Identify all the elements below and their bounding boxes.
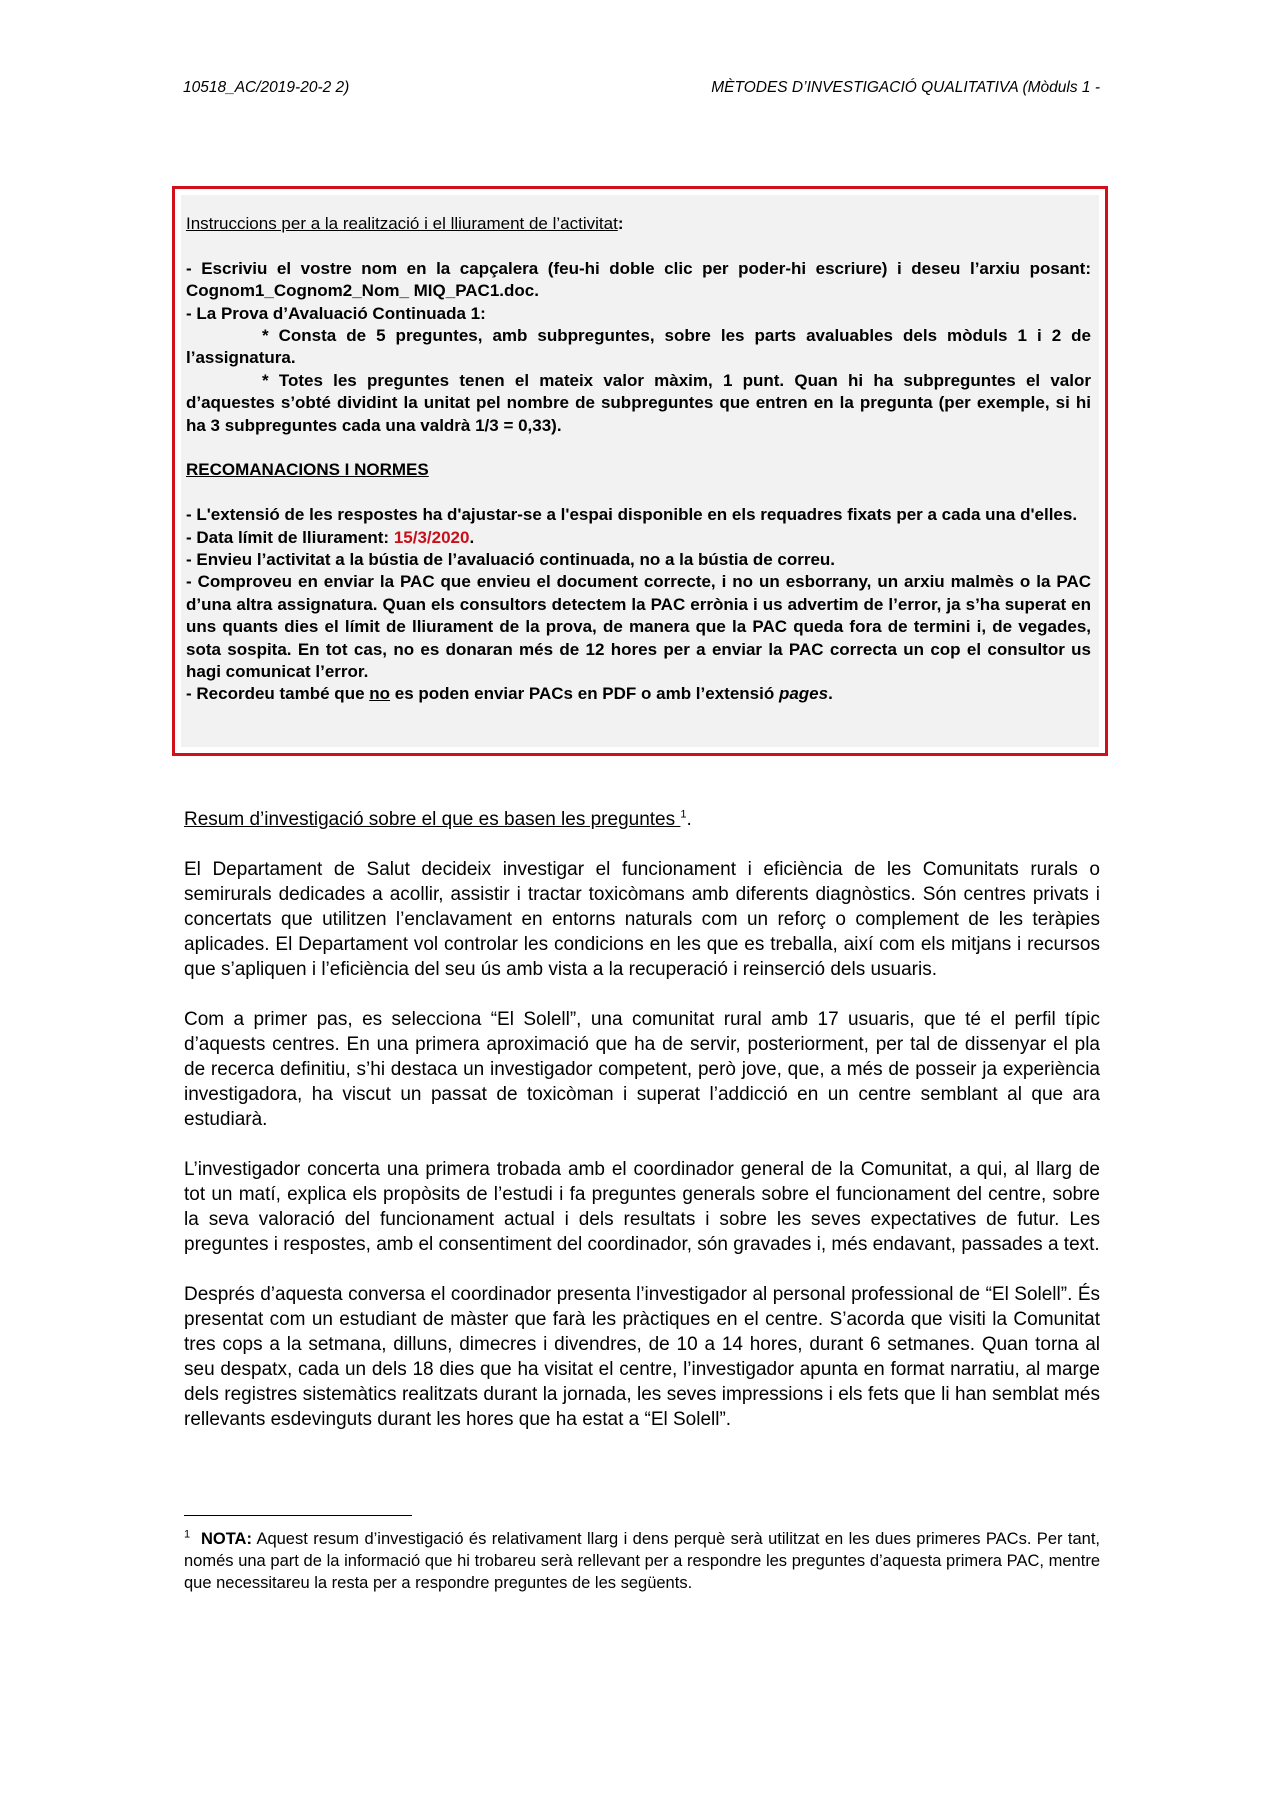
summary-paragraph-4: Després d’aquesta conversa el coordinador presenta l’investigador al personal professional de “El Solell”. És presentat com un estudiant de màster que farà les pràctiques en el centre. S’acorda que visiti la Comunitat tres cops a la setmana, dilluns, dimecres i divendres, de 10 a 14 hores, durant 6 setmanes. Quan torna al seu despatx, cada un dels 18 dies que ha visitat el centre, l’investigador apunta en format narratiu, al marge dels registres sistemàtics realitzats durant la jornada, les seves impressions i els fets que li han semblat més rellevants esdevinguts durant les hores que ha estat a “El Solell”. [184,1284,1100,1430]
summary-section [184,807,1100,1457]
footnote-ref: 1 [680,808,687,821]
summary-paragraph-3: L’investigador concerta una primera trobada amb el coordinador general de la Comunitat, a qui, al llarg de tot un matí, explica els propòsits de l’estudi i fa preguntes generals sobre el funcionament del centre, sobre la seva valoració del funcionament actual i dels resultats i sobre les seves expectatives de futur. Les preguntes i respostes, amb el consentiment del coordinador, són gravades i, més endavant, passades a text. [184,1159,1100,1255]
formats-text-b: es poden enviar PACs en PDF o amb l’extensió [390,684,779,704]
summary-paragraph-2: Com a primer pas, es selecciona “El Solell”, una comunitat rural amb 17 usuaris, que té el perfil típic d’aquests centres. En una primera aproximació que ha de servir, posteriorment, per tal de dissenyar el pla de recerca definitiu, s’hi destaca un investigador competent, però jove, que, a més de posseir ja experiència investigadora, ha viscut un passat de toxicòman i superat l’addicció en un centre semblant al que ara estudiarà. [184,1009,1100,1130]
recommendation-formats [186,683,1091,705]
summary-paragraph-1: El Departament de Salut decideix investigar el funcionament i eficiència de les Comunitats rurals o semirurals dedicades a acollir, assistir i tractar toxicòmans amb diferents diagnòstics. Són centres privats i concertats que utilitzen l’enclavament en entorns naturals com un reforç o complement de les teràpies aplicades. El Departament vol controlar les condicions en les que es treballa, així com els mitjans i recursos que s’apliquen i l’eficiència del seu ús amb vista a la recuperació i reinserció dels usuaris. [184,859,1100,980]
deadline-label: - Data límit de lliurament: [186,527,394,547]
header-course-code: 10518_AC/2019-20-2 2) [183,79,350,96]
footnote-text: Aquest resum d’investigació és relativament llarg i dens perquè serà utilitzat en les dues primeres PACs. Per tant, només una part de la informació que hi trobareu serà rellevant per a respondre les preguntes d’aquesta primera PAC, mentre que necessitareu la resta per a respondre preguntes de les següents. [184,1530,1100,1592]
formats-text-a: - Recordeu també que [186,684,370,704]
recommendation-length: - L'extensió de les respostes ha d'ajustar-se a l'espai disponible en els requadres fixats per a cada una d'elles. [186,505,1078,525]
header-course-title: MÈTODES D’INVESTIGACIÓ QUALITATIVA (Mòduls 1 - [711,79,1100,96]
instructions-title: Instruccions per a la realització i el lliurament de l’activitat [186,214,618,233]
summary-title: Resum d’investigació sobre el que es basen les preguntes [184,809,681,830]
formats-no: no [369,684,391,704]
footnote-number: 1 [184,1528,191,1541]
recommendation-mailbox: - Envieu l’activitat a la bústia de l’avaluació continuada, no a la bústia de correu. [186,550,836,570]
recommendation-check-file: - Comproveu en enviar la PAC que envieu el document correcte, i no un esborrany, un arxiu malmès o la PAC d’una altra assignatura. Quan els consultors detectem la PAC errònia i us advertim de l’error, ja s’ha superat en uns quants dies el límit de lliurament de la prova, de manera que la PAC queda fora de termini i, de vegades, sota sospita. En tot cas, no es donaran més de 12 hores per a enviar la PAC correcta un cop el consultor us hagi comunicat l’error. [186,572,1091,682]
deadline-period: . [469,527,475,547]
formats-end: . [828,684,833,704]
recommendations-title: RECOMANACIONS I NORMES [186,460,429,480]
formats-pages: pages [778,684,829,704]
summary-heading [184,807,1100,832]
instruction-subitem-questions: * Consta de 5 preguntes, amb subpreguntes, sobre les parts avaluables dels mòduls 1 i 2 de l’assignatura. [186,326,1091,368]
summary-title-period: . [686,809,692,830]
instruction-subitem-value: * Totes les preguntes tenen el mateix valor màxim, 1 punt. Quan hi ha subpreguntes el valor d’aquestes s’obté dividint la unitat pel nombre de subpreguntes que entren en la pregunta (per exemple, si hi ha 3 subpreguntes cada una valdrà 1/3 = 0,33). [186,370,1091,435]
instruction-item-name: - Escriviu el vostre nom en la capçalera (feu-hi doble clic per poder-hi escriure) i deseu l’arxiu posant: Cognom1_Cognom2_Nom_ MIQ_PAC1.doc. [186,258,1091,301]
footnote [184,1528,1100,1594]
instructions-box [172,186,1108,756]
instructions-title-colon: : [617,214,624,233]
instructions-text [186,213,1091,706]
instruction-item-pac: - La Prova d’Avaluació Continuada 1: [186,303,486,323]
recommendation-deadline [186,527,1091,549]
deadline-date: 15/3/2020 [393,527,470,547]
footnote-separator [184,1515,412,1516]
footnote-label: NOTA: [200,1530,252,1548]
